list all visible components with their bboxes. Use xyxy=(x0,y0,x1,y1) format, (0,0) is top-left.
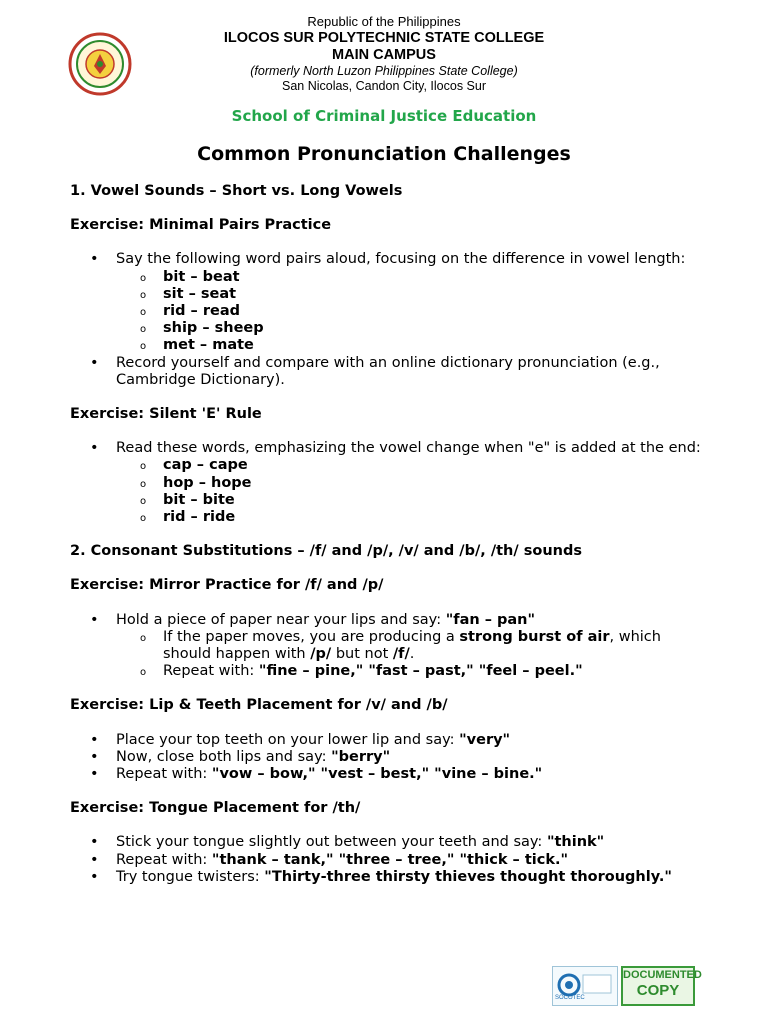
sub-list-item xyxy=(70,269,710,286)
list-item xyxy=(70,355,710,389)
bullet-list xyxy=(70,440,710,526)
copy-label: COPY xyxy=(636,982,680,999)
text: Read these words, emphasizing the vowel change when "e" is added at the end: xyxy=(116,440,701,457)
bullet-list xyxy=(70,612,710,681)
bold-text: /f/ xyxy=(392,646,410,663)
text: Repeat with: xyxy=(116,851,212,868)
circle-bullet-icon: o xyxy=(140,307,147,319)
bullet-icon: • xyxy=(90,354,99,371)
bold-text: hop – hope xyxy=(163,474,252,491)
sub-list-item xyxy=(70,457,710,474)
list-item xyxy=(70,766,710,783)
certification-stamp xyxy=(552,966,618,1006)
bullet-list xyxy=(70,834,710,886)
list-item xyxy=(70,869,710,886)
bold-text: /p/ xyxy=(310,646,332,663)
sub-list-item xyxy=(70,337,710,354)
bullet-icon: • xyxy=(90,731,99,748)
page-title: Common Pronunciation Challenges xyxy=(197,143,571,165)
section-heading: 1. Vowel Sounds – Short vs. Long Vowels xyxy=(70,183,403,199)
list-item xyxy=(70,440,710,457)
bullet-icon: • xyxy=(90,611,99,628)
circle-bullet-icon: o xyxy=(140,495,147,507)
sub-list-item xyxy=(70,303,710,320)
text: Now, close both lips and say: xyxy=(116,748,332,765)
documented-copy-stamp xyxy=(621,966,702,1006)
circle-bullet-icon: o xyxy=(140,341,147,353)
text: . xyxy=(409,646,415,663)
sub-list-item xyxy=(70,320,710,337)
text: Repeat with: xyxy=(116,766,212,783)
sub-list-item xyxy=(70,475,710,492)
bullet-icon: • xyxy=(90,868,99,885)
text: Record yourself and compare with an online dictionary pronunciation (e.g., Cambridge Dictionary). xyxy=(116,354,660,388)
text: Say the following word pairs aloud, focusing on the difference in vowel length: xyxy=(116,251,686,268)
text: Place your top teeth on your lower lip and say: xyxy=(116,731,460,748)
bold-text: "very" xyxy=(459,731,511,748)
exercise-title: Exercise: Tongue Placement for /th/ xyxy=(70,800,361,817)
sub-list-item xyxy=(70,663,710,680)
list-item xyxy=(70,852,710,869)
bullet-icon: • xyxy=(90,440,99,457)
sub-list-item xyxy=(70,509,710,526)
bold-text: rid – read xyxy=(163,303,240,320)
bold-text: "vow – bow," "vest – best," "vine – bine." xyxy=(211,766,543,783)
text: Stick your tongue slightly out between your teeth and say: xyxy=(116,834,547,851)
document-body xyxy=(70,183,710,886)
list-item xyxy=(70,834,710,851)
circle-bullet-icon: o xyxy=(140,461,147,473)
bold-text: "fan – pan" xyxy=(445,611,536,628)
list-item xyxy=(70,749,710,766)
circle-bullet-icon: o xyxy=(140,632,147,644)
circle-bullet-icon: o xyxy=(140,513,147,525)
bullet-icon: • xyxy=(90,251,99,268)
bold-text: sit – seat xyxy=(163,285,237,302)
text: Hold a piece of paper near your lips and say: xyxy=(116,611,446,628)
bullet-icon: • xyxy=(90,834,99,851)
exercise-title: Exercise: Minimal Pairs Practice xyxy=(70,217,332,234)
bullet-icon: • xyxy=(90,766,99,783)
sub-list-item xyxy=(70,286,710,303)
circle-bullet-icon: o xyxy=(140,324,147,336)
list-item xyxy=(70,612,710,629)
bullet-list xyxy=(70,732,710,784)
college-name: ILOCOS SUR POLYTECHNIC STATE COLLEGE xyxy=(223,30,545,46)
bold-text: ship – sheep xyxy=(163,320,264,337)
bullet-list xyxy=(70,251,710,389)
spacer xyxy=(70,526,710,543)
circle-bullet-icon: o xyxy=(140,478,147,490)
list-item xyxy=(70,251,710,268)
circle-bullet-icon: o xyxy=(140,289,147,301)
cert-label: SOCOTEC xyxy=(555,995,585,1001)
exercise-title: Exercise: Lip & Teeth Placement for /v/ and /b/ xyxy=(70,697,448,714)
bullet-icon: • xyxy=(90,851,99,868)
sub-list-item xyxy=(70,629,710,663)
sub-list-item xyxy=(70,492,710,509)
bold-text: rid – ride xyxy=(163,509,236,526)
circle-bullet-icon: o xyxy=(140,667,147,679)
list-item xyxy=(70,732,710,749)
bold-text: strong burst of air xyxy=(459,628,610,645)
bold-text: "Thirty-three thirsty thieves thought thoroughly." xyxy=(264,868,672,885)
bold-text: "berry" xyxy=(331,748,391,765)
bold-text: bit – bite xyxy=(163,491,235,508)
bold-text: cap – cape xyxy=(163,457,248,474)
section-heading: 2. Consonant Substitutions – /f/ and /p/, /v/ and /b/, /th/ sounds xyxy=(70,543,582,560)
bold-text: "fine – pine," "fast – past," "feel – peel." xyxy=(258,663,583,680)
campus-name: MAIN CAMPUS xyxy=(332,47,436,63)
text: Try tongue twisters: xyxy=(116,868,265,885)
exercise-title: Exercise: Mirror Practice for /f/ and /p/ xyxy=(70,577,384,594)
bold-text: met – mate xyxy=(163,337,254,354)
text: but not xyxy=(331,646,393,663)
address: San Nicolas, Candon City, Ilocos Sur xyxy=(281,79,487,93)
bold-text: "thank – tank," "three – tree," "thick – tick." xyxy=(211,851,569,868)
documented-label: DOCUMENTED xyxy=(623,969,702,981)
former-name: (formerly North Luzon Philippines State College) xyxy=(250,64,518,78)
circle-bullet-icon: o xyxy=(140,272,147,284)
republic-line: Republic of the Philippines xyxy=(307,14,461,29)
bullet-icon: • xyxy=(90,748,99,765)
text: , which should happen with xyxy=(163,628,661,663)
bold-text: "think" xyxy=(546,834,605,851)
school-name: School of Criminal Justice Education xyxy=(231,107,537,125)
exercise-title: Exercise: Silent 'E' Rule xyxy=(70,406,262,423)
text: Repeat with: xyxy=(163,663,259,680)
text: If the paper moves, you are producing a xyxy=(163,628,460,645)
bold-text: bit – beat xyxy=(163,268,240,285)
